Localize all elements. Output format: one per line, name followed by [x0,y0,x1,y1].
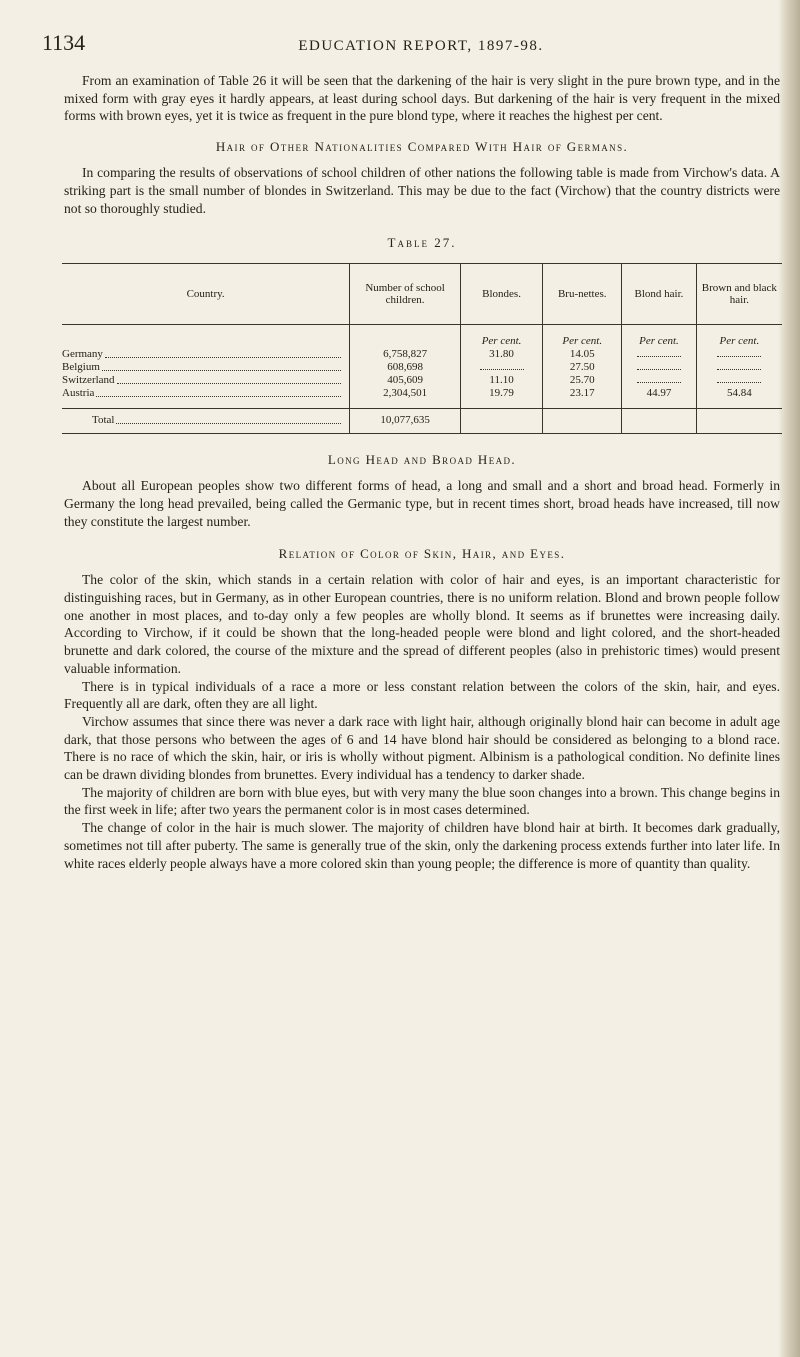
col-header-brunettes: Bru-nettes. [543,264,622,325]
intro-paragraph: From an examination of Table 26 it will be seen that the darkening of the hair is very slight in the pure brown type, and in the mixed form with gray eyes it hardly appears, at least during school days. But darkening of the hair is very frequent in the mixed forms with brown eyes, yet it is twice as frequent in the pure blond type, where it reaches the highest per cent. [64,73,780,124]
number-cell: 2,304,501 [350,387,461,409]
col-header-country: Country. [62,264,350,325]
page-header [42,30,780,60]
col-header-blondes: Blondes. [460,264,542,325]
unit-cell: Per cent. [543,325,622,349]
table-row [62,361,782,374]
table-row [62,348,782,361]
section-heading-hair: Hair of Other Nationalities Compared With Hair of Germans. [215,139,629,155]
total-empty-cell [460,409,542,434]
country-name: Austria [62,387,95,400]
table-row [62,387,782,409]
color-paragraph: The change of color in the hair is much slower. The majority of children have blond hair at birth. It becomes dark gradually, sometimes not till after puberty. The same is generally true of the skin, only the darkening process extends further into later life. In white races elderly people always have a more colored skin than young people; the difference is more of quantity than quality. [64,820,780,871]
total-empty-cell [696,409,782,434]
number-cell: 6,758,827 [350,348,461,361]
blondes-cell: 31.80 [460,348,542,361]
total-label: Total [92,414,115,427]
total-label-cell [62,409,350,434]
blond-hair-cell [622,361,696,374]
brown-black-hair-cell [696,361,782,374]
blondes-cell: 11.10 [460,374,542,387]
country-name: Switzerland [62,374,115,387]
country-cell [62,361,350,374]
brunettes-cell: 25.70 [543,374,622,387]
brunettes-cell: 14.05 [543,348,622,361]
blond-hair-cell: 44.97 [622,387,696,409]
col-header-blond-hair: Blond hair. [622,264,696,325]
page-edge-shadow [778,0,800,1357]
table-total-row [62,409,782,434]
hair-paragraph: In comparing the results of observations of school children of other nations the following table is made from Virchow's data. A striking part is the small number of blondes in Switzerland. This may be due to the fact (Virchow) that the country districts were not so thoroughly studied. [64,165,780,216]
unit-cell: Per cent. [696,325,782,349]
table-row [62,374,782,387]
brunettes-cell: 23.17 [543,387,622,409]
unit-cell: Per cent. [460,325,542,349]
brown-black-hair-cell: 54.84 [696,387,782,409]
unit-cell [350,325,461,349]
table-header-row [62,264,782,325]
country-name: Germany [62,348,103,361]
table-unit-row [62,325,782,349]
brown-black-hair-cell [696,348,782,361]
number-cell: 608,698 [350,361,461,374]
unit-cell [62,325,350,349]
head-form-paragraph: About all European peoples show two different forms of head, a long and small and a short and broad head. Formerly in Germany the long head prevailed, being called the Germanic type, but in recent times short, broad heads have increased, till now they constitute the largest number. [64,478,780,529]
page-number: 1134 [42,30,86,55]
color-paragraph: The majority of children are born with blue eyes, but with very many the blue soon changes into a brown. This change begins in the first week in life; after two years the permanent color is in most cases determined. [64,784,780,818]
country-name: Belgium [62,361,100,374]
blondes-cell [460,361,542,374]
document-page [42,30,780,872]
total-number-cell: 10,077,635 [350,409,461,434]
data-table [62,263,782,434]
blondes-cell: 19.79 [460,387,542,409]
running-title: EDUCATION REPORT, 1897-98. [298,38,544,54]
color-paragraph: The color of the skin, which stands in a certain relation with color of hair and eyes, is an important characteristic for distinguishing races, but in Germany, as in other European countries, there is no uniform relation. Blond and brown people follow one another in most places, and to-day only a few peoples are wholly blond. It seems as if brunettes were increasing daily. According to Virchow, if it could be shown that the long-headed people were blond and light colored, and the short-headed brunette and dark colored, the course of the mixture and the spread of different peoples (also in prehistoric times) would present valuable information. [64,572,780,676]
blond-hair-cell [622,374,696,387]
brunettes-cell: 27.50 [543,361,622,374]
total-empty-cell [543,409,622,434]
col-header-number: Number of school children. [350,264,461,325]
table-title: Table 27. [387,235,457,251]
number-cell: 405,609 [350,374,461,387]
section-heading-head-form: Long Head and Broad Head. [327,452,517,468]
country-cell [62,374,350,387]
unit-cell: Per cent. [622,325,696,349]
country-cell [62,387,350,409]
color-paragraph: There is in typical individuals of a race a more or less constant relation between the colors of the skin, hair, and eyes. Frequently all are dark, often they are all light. [64,678,780,712]
col-header-brown-black-hair: Brown and black hair. [696,264,782,325]
brown-black-hair-cell [696,374,782,387]
section-heading-color: Relation of Color of Skin, Hair, and Eyes. [278,546,566,562]
color-paragraph: Virchow assumes that since there was never a dark race with light hair, although originally blond hair can become in adult age dark, that those persons who between the ages of 6 and 14 have blond hair should be considered as belonging to a blond race. There is no race of which the skin, hair, or iris is wholly without pigment. Albinism is a pathological condition. No definite lines can be drawn dividing blondes from brunettes. Every individual has a tendency to darker shade. [64,713,780,783]
country-cell [62,348,350,361]
blond-hair-cell [622,348,696,361]
total-empty-cell [622,409,696,434]
